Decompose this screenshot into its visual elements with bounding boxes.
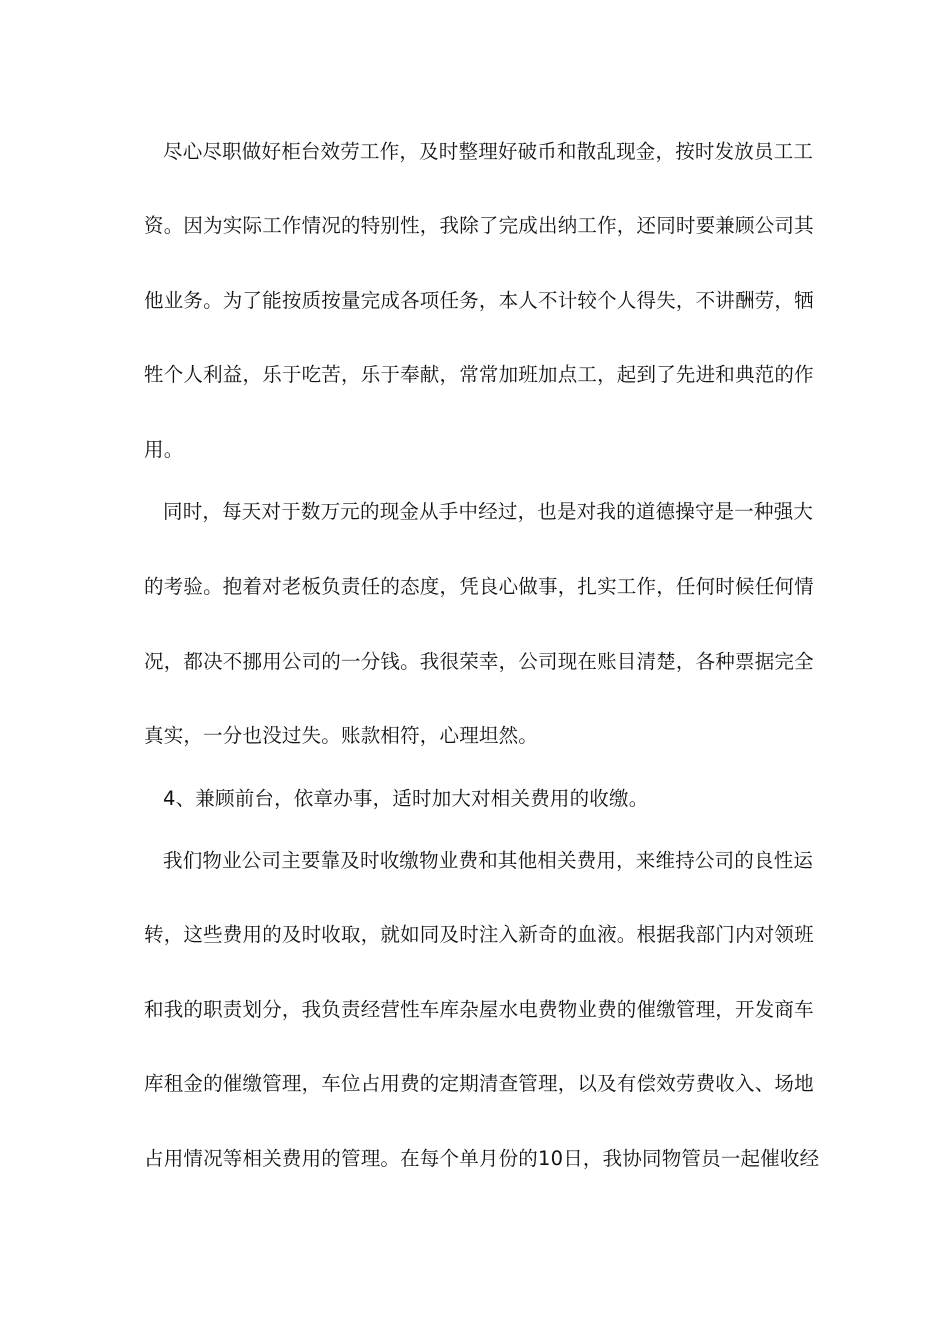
paragraph-line: 用。: [144, 438, 184, 461]
paragraph-line: 库租金的催缴管理，车位占用费的定期清查管理，以及有偿效劳费收入、场地: [144, 1072, 814, 1095]
paragraph-line: 我们物业公司主要靠及时收缴物业费和其他相关费用，来维持公司的良性运: [163, 849, 814, 872]
paragraph-line: 资。因为实际工作情况的特别性，我除了完成出纳工作，还同时要兼顾公司其: [144, 214, 814, 237]
paragraph-line: 的考验。抱着对老板负责任的态度，凭良心做事，扎实工作，任何时候任何情: [144, 575, 814, 598]
paragraph-line: 尽心尽职做好柜台效劳工作，及时整理好破币和散乱现金，按时发放员工工: [163, 140, 814, 163]
paragraph-line: 同时，每天对于数万元的现金从手中经过，也是对我的道德操守是一种强大: [163, 500, 814, 523]
paragraph-line: 转，这些费用的及时收取，就如同及时注入新奇的血液。根据我部门内对领班: [144, 923, 814, 946]
paragraph-line: 况，都决不挪用公司的一分钱。我很荣幸，公司现在账目清楚，各种票据完全: [144, 650, 814, 673]
paragraph-line: 他业务。为了能按质按量完成各项任务，本人不计较个人得失，不讲酬劳，牺: [144, 289, 814, 312]
paragraph-line: 和我的职责划分，我负责经营性车库杂屋水电费物业费的催缴管理，开发商车: [144, 998, 814, 1021]
paragraph-line: 真实，一分也没过失。账款相符，心理坦然。: [144, 724, 539, 747]
section-heading: 4、兼顾前台，依章办事，适时加大对相关费用的收缴。: [163, 787, 649, 810]
paragraph-line: 占用情况等相关费用的管理。在每个单月份的10日，我协同物管员一起催收经: [144, 1147, 820, 1170]
paragraph-line: 牲个人利益，乐于吃苦，乐于奉献，常常加班加点工，起到了先进和典范的作: [144, 363, 814, 386]
